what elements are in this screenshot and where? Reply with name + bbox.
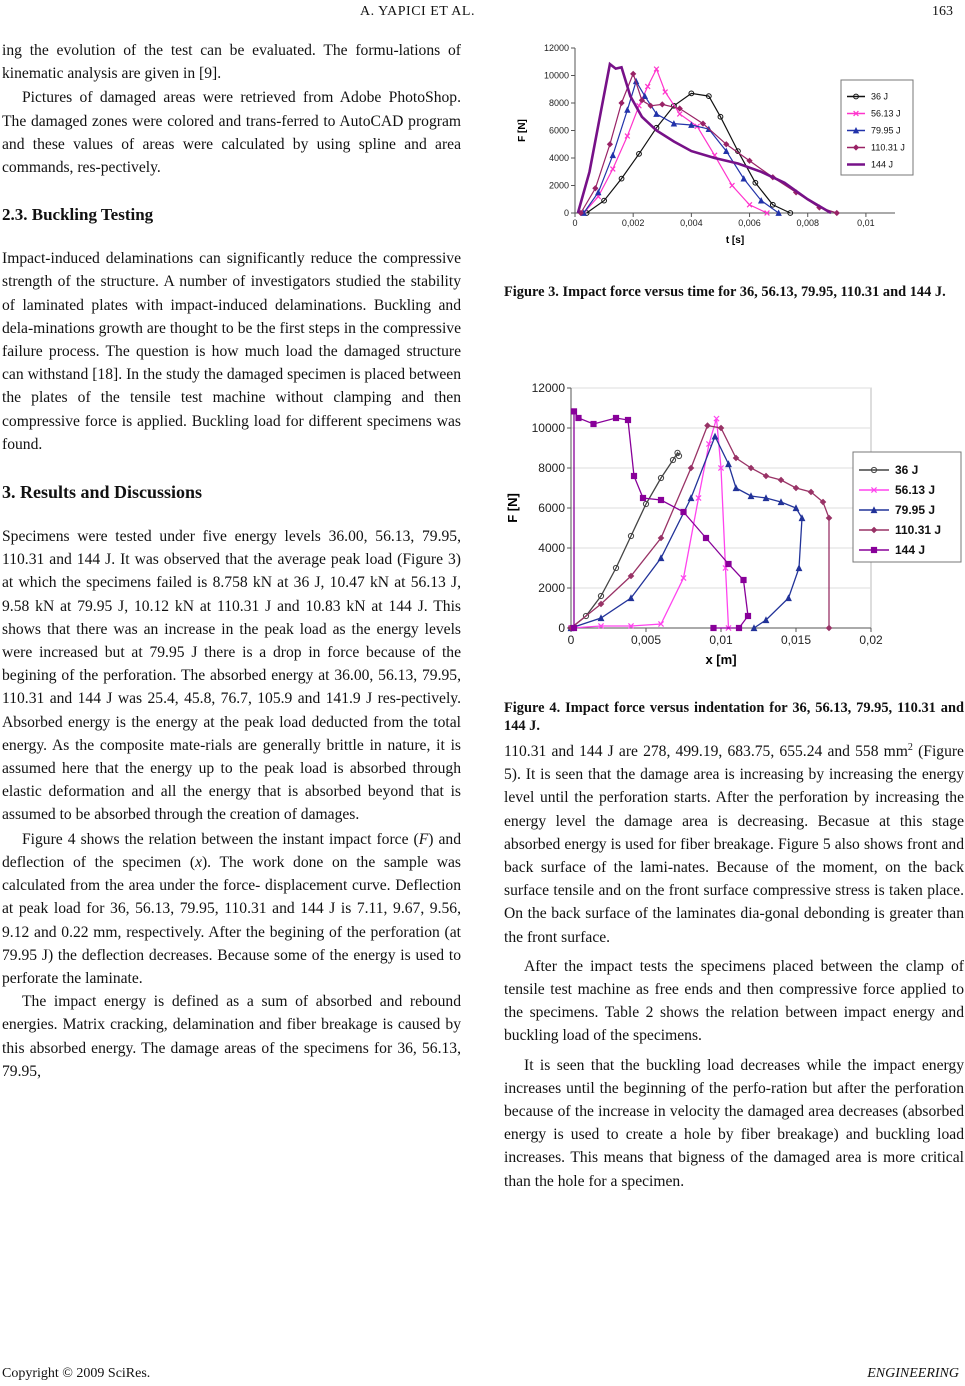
data-point (631, 473, 636, 478)
legend-label: 110.31 J (871, 142, 905, 153)
y-tick-label: 4000 (538, 541, 565, 555)
paragraph-figure4-mid: ) and deflection of the specimen ( (2, 830, 461, 871)
running-title: A. YAPICI ET AL. (360, 4, 475, 19)
paragraph-figure4-pre: Figure 4 shows the relation between the instant impact force ( (22, 830, 419, 848)
y-tick-label: 6000 (538, 501, 565, 515)
data-point (625, 134, 630, 139)
paragraph-results: Specimens were tested under five energy levels 36.00, 56.13, 79.95, 110.31 and 144 J. It was observed that the average peak load (Figure 3) at which the specimens failed is 8.758 kN at 36 J, 10.47 kN at 56.13 J, 9.58 kN at 79.95 J, 10.12 kN at 110.31 J and 10.83 kN at 144 J. This shows that there was an increase in the peak load as the energy levels were increased but at 79.95 J there is a drop in force because of the begining of the perforation. The absorbed energy at 36.00, 56.13, 79.95, 110.31 and 144 J was 25.4, 45.8, 76.7, 105.9 and 141.9 J res-pectively. Absorbed energy is the energy at the peak load deducted from the total energy. As the composite mate-rials are generally brittle in nature, it is assumed here that the energy up to the peak load is absorbed through elastic deformation and all the energy that is absorbed beyond that is assumed to be absorbed through the creation of damages. (2, 528, 461, 824)
copyright-notice: Copyright © 2009 SciRes. (2, 1366, 151, 1381)
paragraph-damage-areas-pre: 110.31 and 144 J are 278, 499.19, 683.75, 655.24 and 558 mm (504, 743, 908, 760)
page-number: 163 (932, 4, 953, 19)
figure-4-caption: Figure 4. Impact force versus indentation for 36, 56.13, 79.95, 110.31 and 144 J. (504, 700, 964, 734)
data-point (591, 421, 596, 426)
data-point (576, 415, 581, 420)
legend-label: 144 J (871, 159, 894, 170)
legend-label: 56.13 J (895, 483, 936, 497)
data-point (726, 561, 731, 566)
paragraph-figure4 (2, 828, 461, 990)
data-point (658, 497, 663, 502)
data-point (645, 84, 650, 89)
legend-label: 144 J (895, 543, 926, 557)
data-point (610, 167, 615, 172)
x-tick-label: 0,015 (780, 633, 812, 647)
x-tick-label: 0,006 (738, 218, 761, 228)
y-tick-label: 10000 (543, 70, 569, 81)
data-point (640, 495, 645, 500)
x-tick-label: 0,01 (857, 218, 875, 228)
data-point (741, 577, 746, 582)
right-column (504, 740, 964, 1193)
data-point (730, 183, 735, 188)
x-axis-title: x [m] (705, 652, 737, 667)
legend-label: 36 J (895, 463, 919, 477)
x-axis-title: t [s] (725, 235, 745, 246)
paragraph-damage-areas (504, 740, 964, 949)
section-heading-results: 3. Results and Discussions (2, 482, 203, 503)
data-point (711, 625, 716, 630)
y-tick-label: 12000 (543, 43, 569, 53)
data-point (660, 102, 665, 107)
legend-label: 110.31 J (895, 523, 942, 537)
paragraph-buckling-load: It is seen that the buckling load decreases while the impact energy increases until the beginning of the perfo-ration but after the perforation because of the increase in velocity the damaged area decreases (absorbed energy is used to create a hole by fiber breakage) and buckling load increases. This means that bigness of the damaged area is more critical than the hole for a specimen. (504, 1056, 964, 1190)
legend-label: 36 J (871, 91, 889, 102)
figure-3-caption: Figure 3. Impact force versus time for 36, 56.13, 79.95, 110.31 and 144 J. (504, 284, 946, 300)
legend-label: 79.95 J (895, 503, 936, 517)
data-point (619, 101, 624, 106)
left-column (2, 39, 461, 1083)
x-tick-label: 0,01 (709, 633, 733, 647)
legend-label: 79.95 J (871, 125, 901, 136)
legend-label: 56.13 J (871, 108, 901, 119)
y-tick-label: 2000 (548, 180, 569, 191)
paragraph-figure4-post: ). The work done on the sample was calculated from the area under the force- displacement curve. Deflection at peak load for 36, 56.13, 79.95, 110.31 and 144 J is 7.11, 9.67, 9.56, 9.12 and 0.22 mm, respectively. After the begining of the perforation (at 79.95 J) the deflection decreases. Because some of the energy is used to perforate the laminate. (2, 853, 461, 987)
data-point (593, 186, 598, 191)
data-point (625, 417, 630, 422)
legend-marker (871, 547, 876, 552)
paragraph-intro: ing the evolution of the test can be evaluated. The formu-lations of kinematic analysis are given in [9]. (2, 42, 461, 83)
paragraph-buckling: Impact-induced delaminations can significantly reduce the compressive strength of the structure. A number of investigators studied the stability of laminated plates with impact-induced delaminations. Buckling and dela-minations growth are thought to be the first steps in the compressive failure process. The question is how much load the damaged structure can withstand [18]. In the study the damaged specimen is placed between the plates of the tensile test machine without clamping and then compressive force is applied. Buckling load for different specimens was found. (2, 250, 461, 453)
y-tick-label: 6000 (548, 125, 569, 136)
x-tick-label: 0,002 (621, 218, 645, 228)
x-tick-label: 0,005 (630, 633, 662, 647)
paragraph-damage-areas-post: (Figure 5). It is seen that the damage area is increasing by increasing the energy level until the perforation starts. After the perforation by increasing the energy level the damage area is decreasing. Becasue at this stage absorbed energy is used for fiber breakage. Figure 5 also shows front and back surface of the lami-nates. Because of the moment, on the back surface tensile and on the front surface compressive stress is taken place. On the back surface of the laminates dia-gonal debonding is greater than the front surface. (504, 743, 964, 946)
superscript-2: 2 (907, 741, 913, 753)
data-point (703, 535, 708, 540)
symbol-F: F (418, 830, 429, 848)
x-tick-label: 0,008 (796, 218, 819, 228)
data-point (677, 112, 682, 117)
paragraph-pictures: Pictures of damaged areas were retrieved from Adobe PhotoShop. The damaged zones were colored and trans-ferred to AutoCAD program and these values of areas were calculated by using spline and area commands, res-pectively. (2, 89, 461, 177)
data-point (610, 153, 615, 158)
y-tick-label: 12000 (531, 381, 565, 395)
data-point (596, 190, 601, 195)
series-line-36-j (587, 93, 791, 213)
data-point (745, 613, 750, 618)
data-point (747, 202, 752, 207)
page-header (0, 4, 965, 24)
data-point (571, 625, 576, 630)
journal-name: ENGINEERING (867, 1366, 959, 1381)
symbol-x: x (195, 853, 202, 871)
data-point (571, 409, 576, 414)
data-point (613, 415, 618, 420)
y-axis-title: F [N] (505, 493, 520, 523)
y-axis-title: F [N] (517, 119, 528, 142)
y-tick-label: 4000 (548, 153, 569, 163)
y-tick-label: 8000 (548, 98, 569, 108)
data-point (834, 211, 839, 216)
data-point (672, 121, 677, 126)
y-tick-label: 0 (563, 208, 569, 218)
figure-3-chart (505, 38, 915, 260)
data-point (736, 625, 741, 630)
data-point (631, 71, 636, 76)
x-tick-label: 0,02 (859, 633, 883, 647)
y-tick-label: 2000 (538, 581, 565, 595)
data-point (654, 67, 659, 72)
data-point (625, 107, 630, 112)
paragraph-clamp: After the impact tests the specimens placed between the clamp of tensile test machine as free ends and then compressive force applied to the specimens. Table 2 shows the relation between impact energy and buckling load of the specimens. (504, 957, 964, 1045)
data-point (608, 142, 613, 147)
figure-4-chart (505, 374, 965, 684)
paragraph-impact-energy: The impact energy is defined as a sum of absorbed and rebound energies. Matrix cracking, delamination and fiber breakage is caused by this absorbed energy. The damage areas of the specimens for 36, 56.13, 79.95, (2, 993, 461, 1080)
data-point (681, 509, 686, 514)
y-tick-label: 0 (558, 621, 565, 635)
y-tick-label: 10000 (531, 421, 565, 435)
x-tick-label: 0,004 (680, 218, 703, 228)
y-tick-label: 8000 (538, 461, 565, 475)
x-tick-label: 0 (572, 218, 578, 228)
x-tick-label: 0 (567, 633, 575, 647)
section-heading-buckling: 2.3. Buckling Testing (2, 205, 154, 225)
